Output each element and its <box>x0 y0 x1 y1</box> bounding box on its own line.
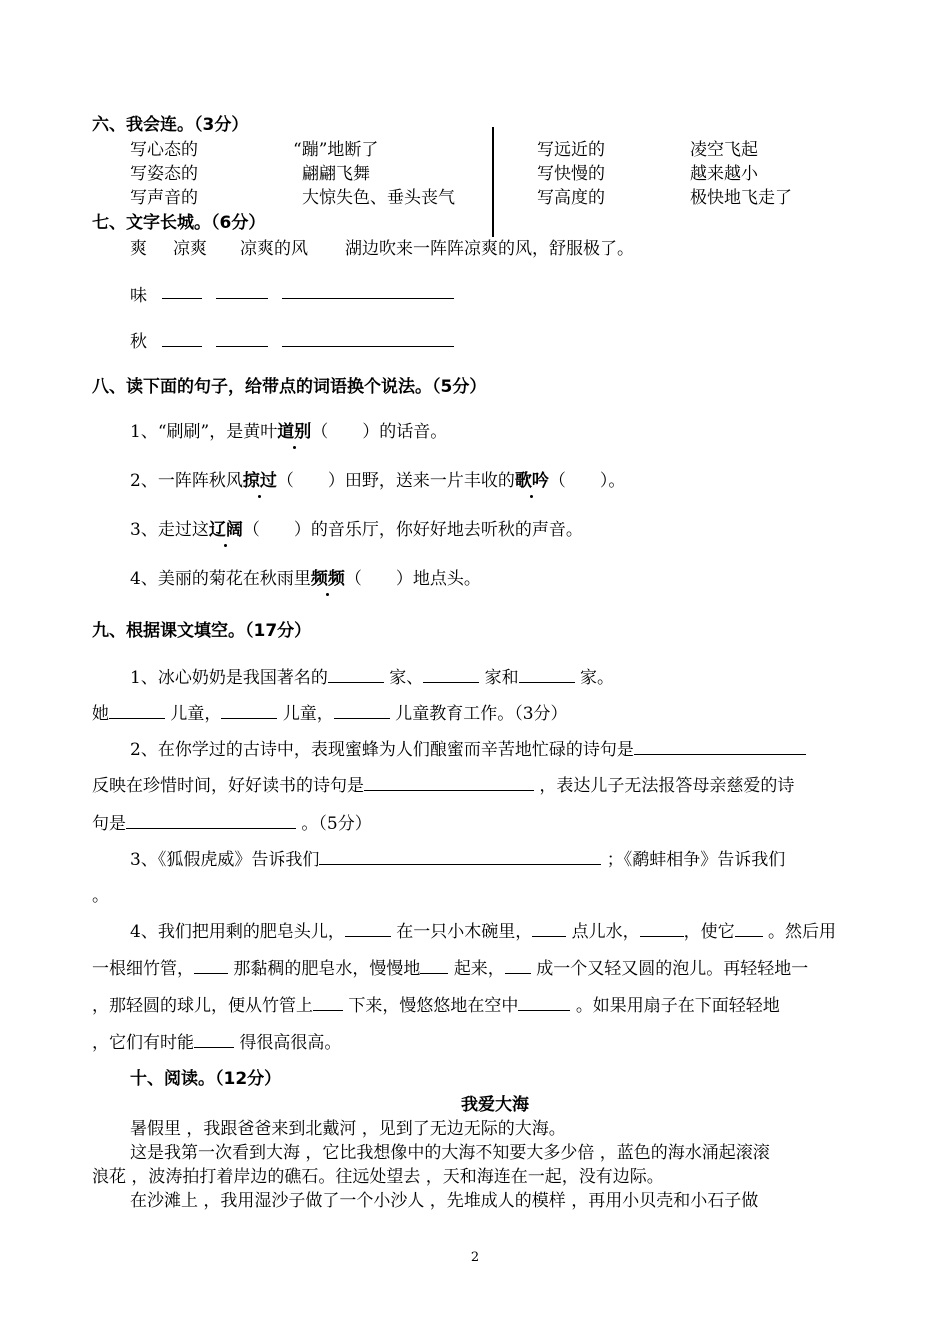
blank[interactable] <box>364 774 534 791</box>
s9-line-2 <box>92 702 568 725</box>
page-number: 2 <box>470 1250 480 1265</box>
text: ，表达儿子无法报答母亲慈爱的诗 <box>539 776 795 796</box>
blank[interactable] <box>735 920 763 937</box>
text: ，那轻圆的球儿，便从竹管上 <box>92 996 313 1016</box>
match-right-b2: 越来越小 <box>690 164 758 184</box>
text: 一根细竹管， <box>92 959 194 979</box>
dotted-word: 道别 <box>277 422 312 442</box>
text: 家。 <box>580 668 615 688</box>
s9-line-8 <box>130 920 836 943</box>
blank[interactable] <box>319 848 601 865</box>
blank[interactable] <box>282 298 454 299</box>
s8-q4 <box>130 568 481 590</box>
dotted-word: 频频 <box>310 569 345 589</box>
text: 4、我们把用剩的肥皂头儿， <box>130 922 345 942</box>
blank[interactable] <box>634 738 806 755</box>
passage-p3: 在沙滩上 ，我用湿沙子做了一个小沙人 ，先堆成人的模样 ，再用小贝壳和小石子做 <box>130 1191 759 1211</box>
text: 2、在你学过的古诗中，表现蜜蜂为人们酿蜜而辛苦地忙碌的诗句是 <box>130 740 634 760</box>
passage-p2b: 浪花 ，波涛拍打着岸边的礁石。往远处望去 ，天和海连在一起，没有边际。 <box>92 1167 664 1187</box>
text: 儿童， <box>282 704 334 724</box>
wall-row-1 <box>130 285 147 307</box>
section-6-title: 六、我会连。（3分） <box>92 115 249 135</box>
match-left-a3: 写声音的 <box>130 188 198 208</box>
blank[interactable] <box>221 702 277 719</box>
text: 下来，慢悠悠地在空中 <box>348 996 519 1016</box>
s9-line-7: 。 <box>92 886 109 906</box>
blank[interactable] <box>162 346 202 347</box>
blank[interactable] <box>423 666 479 683</box>
text: 她 <box>92 704 109 724</box>
text: 儿童教育工作。（3分） <box>395 704 568 724</box>
text: 在一只小木碗里， <box>396 922 533 942</box>
blank[interactable] <box>194 1031 234 1048</box>
s8-q1-a: 1、“刷刷”，是黄叶 <box>130 422 278 442</box>
text: 。如果用扇子在下面轻轻地 <box>575 996 780 1016</box>
text: 得很高很高。 <box>239 1033 342 1053</box>
s8-q2-c: （ ）。 <box>548 471 626 491</box>
s9-line-4 <box>92 774 794 797</box>
s9-line-10 <box>92 994 780 1017</box>
blank[interactable] <box>519 666 575 683</box>
match-left-a2: 写姿态的 <box>130 164 198 184</box>
text: ，使它 <box>683 922 735 942</box>
text: 反映在珍惜时间，好好读书的诗句是 <box>92 776 364 796</box>
wall-example-4: 湖边吹来一阵阵凉爽的风，舒服极了。 <box>345 239 634 259</box>
text: 3、《狐假虎威》告诉我们 <box>130 850 320 870</box>
blank[interactable] <box>282 346 454 347</box>
s8-q2 <box>130 470 625 492</box>
text: 成一个又轻又圆的泡儿。再轻轻地一 <box>536 959 809 979</box>
wall-row-1-char: 味 <box>130 286 147 306</box>
blank[interactable] <box>109 702 165 719</box>
blank[interactable] <box>313 994 343 1011</box>
match-left-b3: 大惊失色、垂头丧气 <box>302 188 455 208</box>
blank[interactable] <box>194 957 228 974</box>
match-left-b1: “蹦”地断了 <box>293 140 379 160</box>
s8-q3 <box>130 519 583 541</box>
blank[interactable] <box>640 920 684 937</box>
text: 。（5分） <box>301 814 372 834</box>
section-7-title: 七、文字长城。（6分） <box>92 213 266 233</box>
blank[interactable] <box>328 666 384 683</box>
s8-q2-b: （ ）田野，送来一片丰收的 <box>276 471 515 491</box>
blank[interactable] <box>216 298 268 299</box>
passage-p2a: 这是我第一次看到大海 ，它比我想像中的大海不知要大多少倍 ，蓝色的海水涌起滚滚 <box>130 1143 770 1163</box>
section-9-title: 九、根据课文填空。（17分） <box>92 621 312 641</box>
s8-q4-a: 4、美丽的菊花在秋雨里 <box>130 569 311 589</box>
text: 句是 <box>92 814 126 834</box>
column-divider <box>492 127 494 237</box>
match-left-a1: 写心态的 <box>130 140 198 160</box>
dotted-word: 辽阔 <box>208 520 243 540</box>
dotted-word: 歌吟 <box>514 471 549 491</box>
s8-q1 <box>130 421 447 443</box>
match-right-a1: 写远近的 <box>537 140 605 160</box>
match-right-a2: 写快慢的 <box>537 164 605 184</box>
match-left-b2: 翩翩飞舞 <box>302 164 370 184</box>
blank[interactable] <box>518 994 570 1011</box>
wall-row-2-char: 秋 <box>130 332 147 352</box>
dotted-word: 掠过 <box>242 471 277 491</box>
text: 那黏稠的肥皂水，慢慢地 <box>233 959 421 979</box>
blank[interactable] <box>345 920 391 937</box>
s9-line-6 <box>130 848 785 871</box>
text: 家和 <box>484 668 519 688</box>
wall-example-3: 凉爽的风 <box>240 239 308 259</box>
blank[interactable] <box>126 812 296 829</box>
blank[interactable] <box>420 957 448 974</box>
text: 1、冰心奶奶是我国著名的 <box>130 668 328 688</box>
text: 儿童， <box>170 704 222 724</box>
passage-title: 我爱大海 <box>461 1095 529 1115</box>
section-10-title: 十、阅读。（12分） <box>130 1069 282 1089</box>
blank[interactable] <box>532 920 566 937</box>
s8-q3-a: 3、走过这 <box>130 520 209 540</box>
wall-row-2 <box>130 331 147 353</box>
wall-example-1: 爽 <box>130 239 147 259</box>
match-right-b3: 极快地飞走了 <box>690 188 792 208</box>
text: 家、 <box>389 668 424 688</box>
text: 点儿水， <box>571 922 640 942</box>
text: 起来， <box>453 959 505 979</box>
blank[interactable] <box>334 702 390 719</box>
s8-q1-b: （ ）的话音。 <box>311 422 448 442</box>
s9-line-3 <box>130 738 806 761</box>
blank[interactable] <box>505 957 531 974</box>
match-right-b1: 凌空飞起 <box>690 140 758 160</box>
s8-q3-b: （ ）的音乐厅，你好好地去听秋的声音。 <box>242 520 583 540</box>
wall-example-2: 凉爽 <box>173 239 207 259</box>
s9-line-1 <box>130 666 614 689</box>
blank[interactable] <box>216 346 268 347</box>
text: ，它们有时能 <box>92 1033 194 1053</box>
text: ；《鹬蚌相争》告诉我们 <box>606 850 786 870</box>
blank[interactable] <box>162 298 202 299</box>
match-right-a3: 写高度的 <box>537 188 605 208</box>
s9-line-5 <box>92 812 372 835</box>
s8-q2-a: 2、一阵阵秋风 <box>130 471 243 491</box>
s9-line-9 <box>92 957 808 980</box>
passage-p1: 暑假里 ，我跟爸爸来到北戴河 ，见到了无边无际的大海。 <box>130 1119 566 1139</box>
s9-line-11 <box>92 1031 341 1054</box>
section-8-title: 八、读下面的句子，给带点的词语换个说法。（5分） <box>92 377 487 397</box>
text: 。然后用 <box>768 922 837 942</box>
s8-q4-b: （ ）地点头。 <box>344 569 481 589</box>
